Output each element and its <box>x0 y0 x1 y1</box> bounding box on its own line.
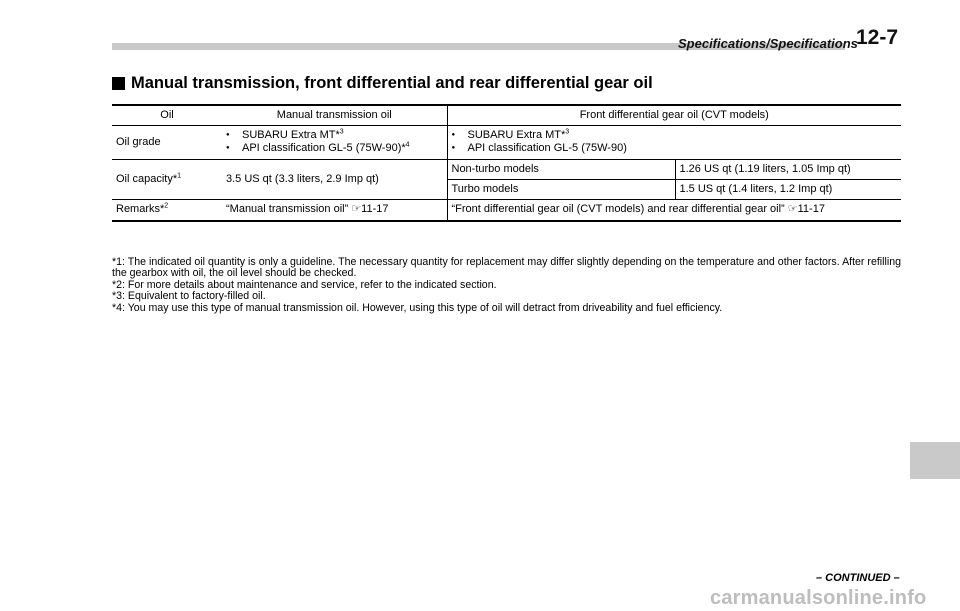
section-title: Manual transmission, front differential and rear differential gear oil <box>131 74 653 92</box>
table-row-remarks <box>112 199 901 221</box>
oil-capacity-label: Oil capacity*$^1$ <box>112 159 222 199</box>
chapter-side-tab <box>910 442 960 479</box>
oil-spec-table <box>112 104 901 222</box>
table-row-oil-grade <box>112 125 901 159</box>
remarks-mt-value: “Manual transmission oil” ☞11-17 <box>222 199 447 221</box>
list-item: ● SUBARU Extra MT*$^3$ <box>452 129 898 142</box>
footnote-1: *1: The indicated oil quantity is only a guideline. The necessary quantity for replacement may differ slightly depending on the temperature and other factors. After refilling the gearbox with oil, the oil level should be checked. <box>112 256 901 280</box>
list-item: ● SUBARU Extra MT*$^3$ <box>226 129 443 142</box>
footnote-4: *4: You may use this type of manual transmission oil. However, using this type of oil will detract from driveability and fuel efficiency. <box>112 301 723 314</box>
table-row-oil-capacity-non-turbo <box>112 159 901 179</box>
continued-label: – CONTINUED – <box>816 572 900 584</box>
footnotes <box>112 257 901 314</box>
fd-grade-list <box>452 129 898 155</box>
remarks-fd-value: “Front differential gear oil (CVT models) and rear differential gear oil” ☞11-17 <box>447 199 901 221</box>
capacity-model-turbo: Turbo models <box>447 179 675 199</box>
list-item: ● API classification GL-5 (75W-90) <box>452 142 898 155</box>
list-item: ● API classification GL-5 (75W-90)*$^4$ <box>226 142 443 155</box>
capacity-model-non-turbo: Non-turbo models <box>447 159 675 179</box>
oil-capacity-mt-value: 3.5 US qt (3.3 liters, 2.9 Imp qt) <box>222 159 447 199</box>
remarks-label: Remarks*$^2$ <box>112 199 222 221</box>
table-header-row <box>112 105 901 125</box>
mt-grade-list <box>226 129 443 155</box>
oil-grade-label: Oil grade <box>112 125 222 159</box>
column-header-oil: Oil <box>112 105 222 125</box>
oil-grade-mt-cell <box>222 125 447 159</box>
section-heading <box>112 74 653 93</box>
column-header-front-differential-oil: Front differential gear oil (CVT models) <box>447 105 901 125</box>
oil-grade-fd-cell <box>447 125 901 159</box>
watermark: carmanualsonline.info <box>710 587 927 609</box>
capacity-value-turbo: 1.5 US qt (1.4 liters, 1.2 Imp qt) <box>675 179 901 199</box>
column-header-manual-transmission-oil: Manual transmission oil <box>222 105 447 125</box>
footnote-2: *2: For more details about maintenance and service, refer to the indicated section. <box>112 278 497 291</box>
footnote-3: *3: Equivalent to factory-filled oil. <box>112 290 266 303</box>
header-title: Specifications/Specifications <box>678 36 858 51</box>
page-number: 12-7 <box>856 26 899 49</box>
square-bullet-icon <box>112 77 125 90</box>
capacity-value-non-turbo: 1.26 US qt (1.19 liters, 1.05 Imp qt) <box>675 159 901 179</box>
